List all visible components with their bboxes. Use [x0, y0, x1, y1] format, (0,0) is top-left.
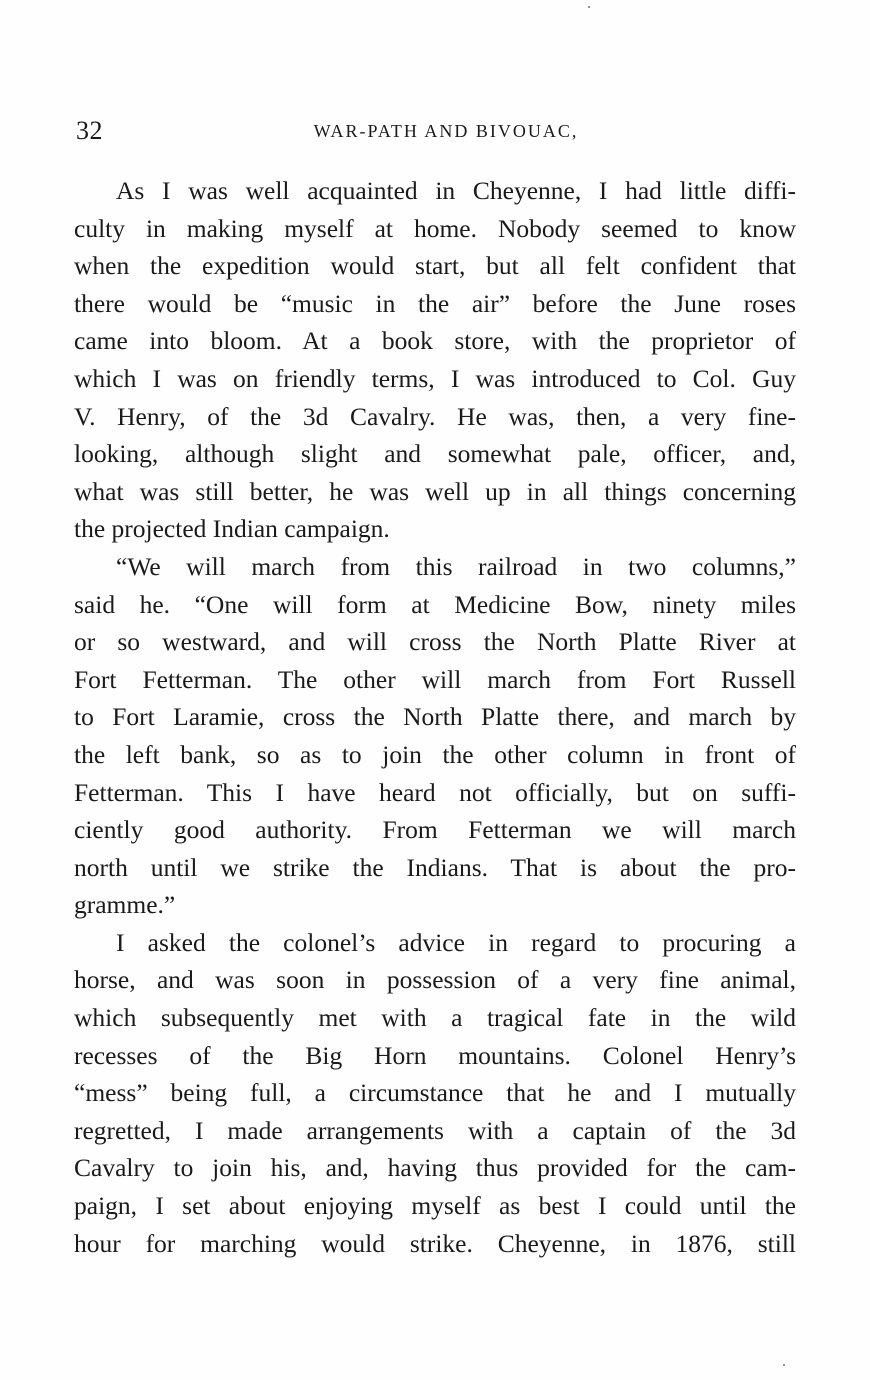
text-line: north until we strike the Indians. That is about the pro- [74, 852, 796, 882]
text-line: the left bank, so as to join the other column in front of [74, 739, 796, 769]
text-line: what was still better, he was well up in all things concerning [74, 476, 796, 506]
text-line: looking, although slight and somewhat pale, officer, and, [74, 439, 796, 469]
text-line: paign, I set about enjoying myself as best I could until the [74, 1191, 796, 1221]
text-line: or so westward, and will cross the North Platte River at [74, 627, 796, 657]
text-line: V. Henry, of the 3d Cavalry. He was, then, a very fine- [74, 401, 796, 431]
text-line: said he. “One will form at Medicine Bow, ninety miles [74, 589, 796, 619]
text-line: Fort Fetterman. The other will march from Fort Russell [74, 664, 796, 694]
text-line: hour for marching would strike. Cheyenne, in 1876, still [74, 1228, 796, 1258]
text-line: recesses of the Big Horn mountains. Colonel Henry’s [74, 1040, 796, 1070]
body-text [74, 172, 796, 1262]
text-line: “We will march from this railroad in two columns,” [116, 551, 796, 581]
text-line: ciently good authority. From Fetterman we will march [74, 815, 796, 845]
text-line: there would be “music in the air” before the June roses [74, 288, 796, 318]
text-line: Cavalry to join his, and, having thus provided for the cam- [74, 1153, 796, 1183]
text-line: when the expedition would start, but all felt confident that [74, 251, 796, 281]
text-line: culty in making myself at home. Nobody seemed to know [74, 213, 796, 243]
text-line: Fetterman. This I have heard not officially, but on suffi- [74, 777, 796, 807]
running-head: WAR-PATH AND BIVOUAC, [313, 121, 579, 141]
text-line: horse, and was soon in possession of a very fine animal, [74, 965, 796, 995]
text-line: which I was on friendly terms, I was introduced to Col. Guy [74, 363, 796, 393]
page-number: 32 [76, 116, 103, 145]
text-line: gramme.” [74, 890, 176, 920]
text-line: which subsequently met with a tragical fate in the wild [74, 1003, 796, 1033]
paper-speck [783, 1364, 785, 1366]
text-line: came into bloom. At a book store, with the proprietor of [74, 326, 796, 356]
text-line: As I was well acquainted in Cheyenne, I had little diffi- [116, 176, 796, 205]
text-line: regretted, I made arrangements with a captain of the 3d [74, 1115, 796, 1145]
text-line: the projected Indian campaign. [74, 514, 390, 544]
text-line: “mess” being full, a circumstance that he and I mutually [74, 1078, 796, 1108]
text-line: I asked the colonel’s advice in regard to procuring a [116, 927, 796, 957]
text-line: to Fort Laramie, cross the North Platte there, and march by [74, 702, 796, 732]
paper-speck [588, 6, 590, 8]
page-header [76, 116, 796, 146]
